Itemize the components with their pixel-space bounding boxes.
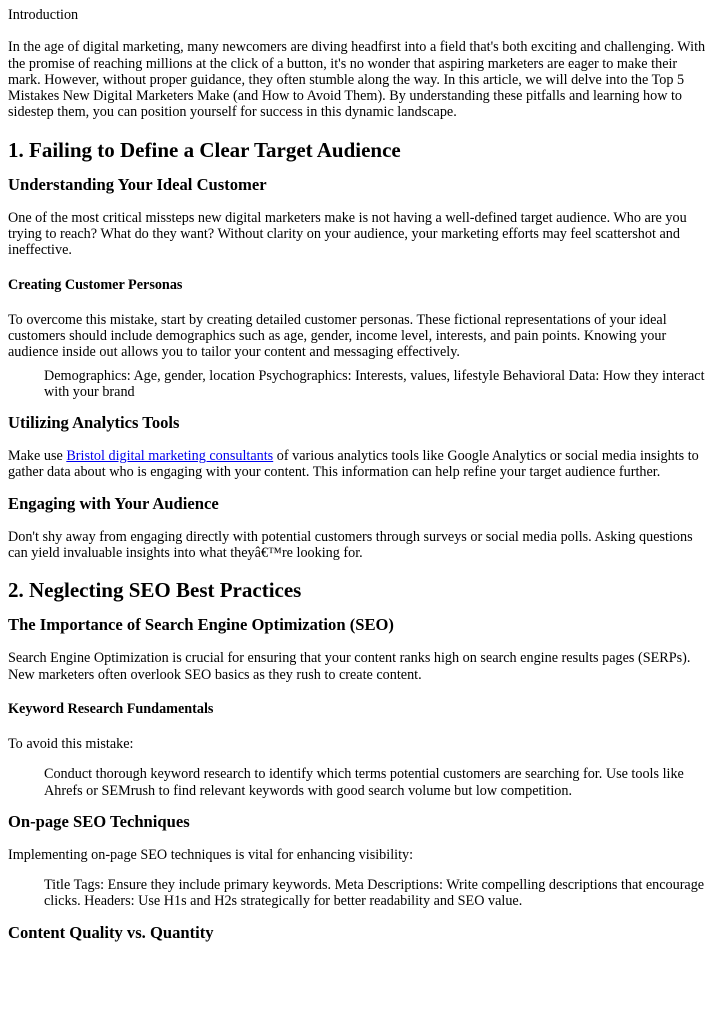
- intro-title: Introduction: [8, 7, 79, 23]
- section1-heading: 1. Failing to Define a Clear Target Audience: [8, 137, 401, 162]
- section1-sub4-paragraph: Don't shy away from engaging directly with potential customers through surveys or social media polls. Asking questions can yield invaluable insights into what theyâ€™re looking for.: [8, 528, 693, 562]
- section1-sub3-text-before: Make use: [8, 448, 67, 465]
- section1-sub1-paragraph: One of the most critical missteps new digital marketers make is not having a well-defined target audience. Who are you trying to reach? What do they want? Without clarity on your audience, your marketing efforts may feel scattershot and ineffective.: [8, 209, 687, 259]
- section1-sub3-paragraph: [8, 448, 712, 481]
- section2-sub3-paragraph: Implementing on-page SEO techniques is vital for enhancing visibility:: [8, 846, 414, 863]
- section2-sub3-heading: On-page SEO Techniques: [8, 811, 190, 831]
- section2-sub4-heading: Content Quality vs. Quantity: [8, 922, 214, 942]
- section1-sub3-heading: Utilizing Analytics Tools: [8, 413, 180, 433]
- bristol-consultants-link[interactable]: Bristol digital marketing consultants: [66, 448, 274, 465]
- section1-sub2-paragraph: To overcome this mistake, start by creating detailed customer personas. These fictional representations of your ideal customers should include demographics such as age, gender, income level, interests, and pain points. Knowing your audience inside out allows you to tailor your content and messaging effectively.: [8, 311, 667, 361]
- section1-sub2-heading: Creating Customer Personas: [8, 276, 183, 293]
- section2-heading: 2. Neglecting SEO Best Practices: [8, 578, 302, 603]
- section1-sub2-blockquote: Demographics: Age, gender, location Psychographics: Interests, values, lifestyle Behavioral Data: How they interact with your brand: [44, 367, 705, 400]
- section2-sub3-blockquote: Title Tags: Ensure they include primary keywords. Meta Descriptions: Write compelling descriptions that encourage clicks. Headers: Use H1s and H2s strategically for better readability and SEO value.: [44, 877, 705, 910]
- section2-sub2-heading: Keyword Research Fundamentals: [8, 700, 214, 717]
- intro-paragraph: In the age of digital marketing, many newcomers are diving headfirst into a field that's both exciting and challenging. With the promise of reaching millions at the click of a button, it's no wonder that aspiring marketers are eager to make their mark. However, without proper guidance, they often stumble along the way. In this article, we will delve into the Top 5 Mistakes New Digital Marketers Make (and How to Avoid Them). By understanding these pitfalls and learning how to sidestep them, you can position yourself for success in this dynamic landscape.: [8, 39, 706, 121]
- section2-sub2-blockquote: Conduct thorough keyword research to identify which terms potential customers are searching for. Use tools like Ahrefs or SEMrush to find relevant keywords with good search volume but low competition.: [44, 766, 684, 799]
- section2-sub1-heading: The Importance of Search Engine Optimization (SEO): [8, 615, 394, 635]
- article: [0, 7, 720, 942]
- section2-sub2-paragraph: To avoid this mistake:: [8, 735, 134, 752]
- section1-sub4-heading: Engaging with Your Audience: [8, 493, 219, 513]
- section1-sub1-heading: Understanding Your Ideal Customer: [8, 174, 267, 194]
- section1-sub3-text-after: of various analytics tools like Google Analytics or social media insights to gather data about who is engaging with your content. This information can help refine your target audience further.: [8, 448, 699, 481]
- section2-sub1-paragraph: Search Engine Optimization is crucial for ensuring that your content ranks high on search engine results pages (SERPs). New marketers often overlook SEO basics as they rush to create content.: [8, 650, 691, 683]
